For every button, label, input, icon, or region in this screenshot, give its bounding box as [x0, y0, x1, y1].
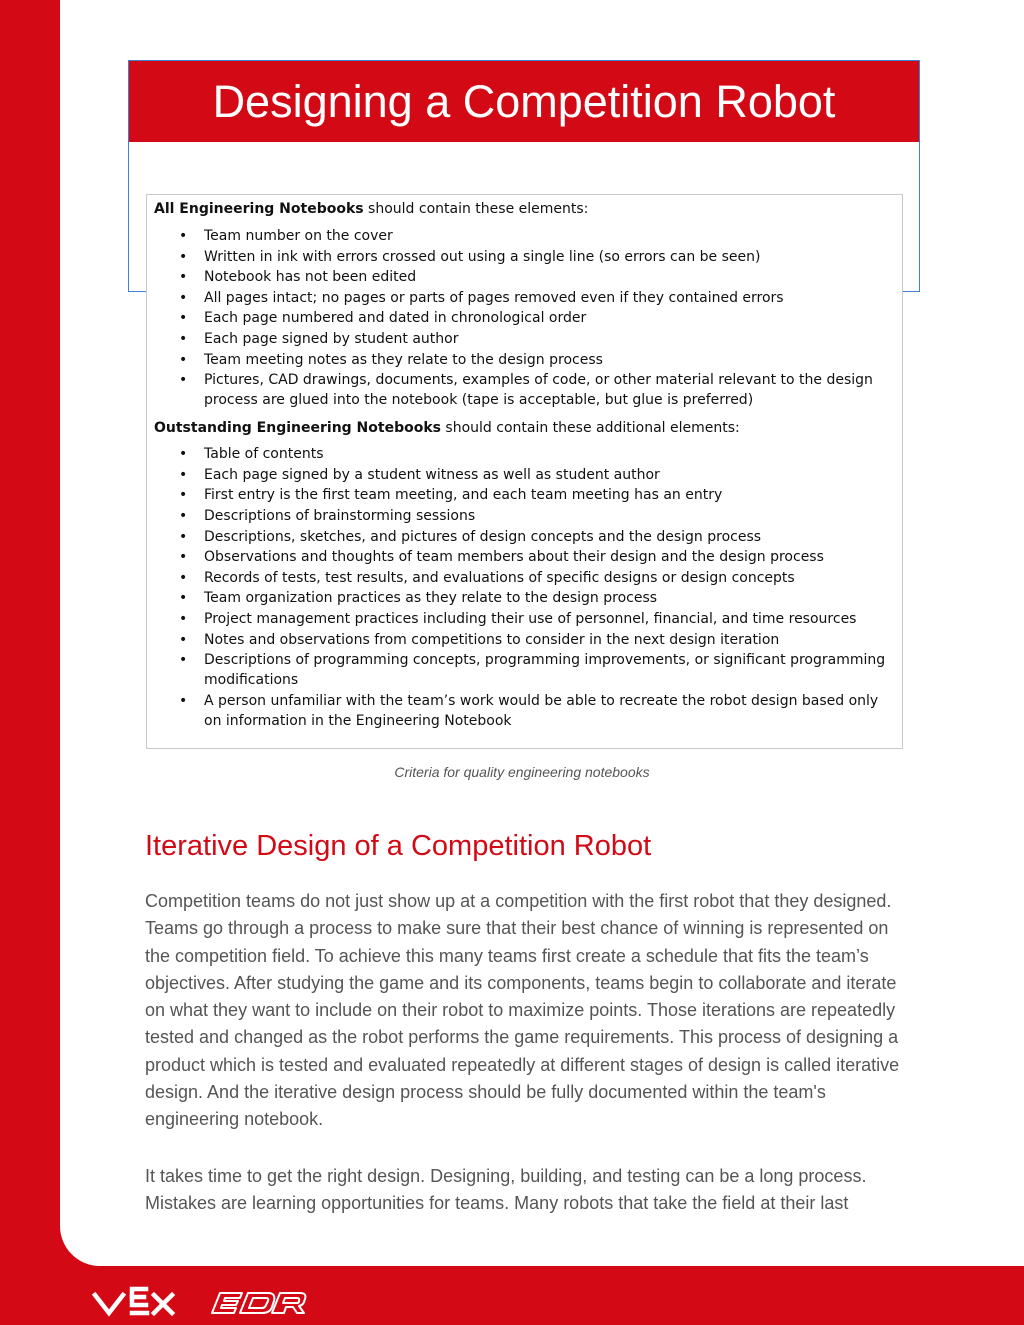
outstanding-notebooks-item: • Records of tests, test results, and evaluations of specific designs or design concepts: [204, 568, 892, 588]
vex-edr-logo: [92, 1283, 332, 1319]
outstanding-notebooks-list: [154, 444, 892, 731]
outstanding-notebooks-item: • Observations and thoughts of team members about their design and the design process: [204, 547, 892, 567]
all-notebooks-heading-rest: should contain these elements:: [363, 201, 589, 217]
all-notebooks-heading-bold: All Engineering Notebooks: [154, 201, 364, 217]
all-notebooks-heading: [154, 200, 892, 218]
outstanding-notebooks-item: • Notes and observations from competitions to consider in the next design iteration: [204, 630, 892, 650]
page: [60, 0, 1024, 1266]
all-notebooks-list: [154, 226, 892, 410]
all-notebooks-item: • Each page numbered and dated in chronological order: [204, 308, 892, 328]
criteria-figure: [146, 194, 903, 749]
paragraph-1: Competition teams do not just show up at a competition with the first robot that they designed. Teams go through a process to make sure that their best chance of winning is represented on the competition field. To achieve this many teams first create a schedule that fits the team’s objectives. After studying the game and its components, teams begin to collaborate and iterate on what they want to include on their robot to maximize points. Those iterations are repeatedly tested and changed as the robot performs the game requirements. This process of designing a product which is tested and evaluated repeatedly at different stages of design is called iterative design. And the iterative design process should be fully documented within the team's engineering notebook.: [145, 891, 900, 1130]
section-title: Iterative Design of a Competition Robot: [145, 830, 652, 862]
outstanding-notebooks-item: • Table of contents: [204, 444, 892, 464]
edr-logo-mark: [212, 1293, 305, 1313]
all-notebooks-item: • Written in ink with errors crossed out using a single line (so errors can be seen): [204, 247, 892, 267]
all-notebooks-item: • Team meeting notes as they relate to the design process: [204, 350, 892, 370]
vex-logo-mark: [95, 1289, 172, 1313]
page-title: Designing a Competition Robot: [212, 75, 836, 127]
figure-caption: Criteria for quality engineering notebooks: [394, 764, 650, 780]
all-notebooks-item: • Team number on the cover: [204, 226, 892, 246]
outstanding-notebooks-heading-bold: Outstanding Engineering Notebooks: [154, 420, 441, 437]
outstanding-notebooks-item: • Project management practices including their use of personnel, financial, and time resources: [204, 609, 892, 629]
outstanding-notebooks-item: • A person unfamiliar with the team’s work would be able to recreate the robot design based only on information in the Engineering Notebook: [204, 691, 892, 731]
all-notebooks-item: • Notebook has not been edited: [204, 267, 892, 287]
paragraph-2: It takes time to get the right design. Designing, building, and testing can be a long process. Mistakes are learning opportunities for teams. Many robots that take the field at their last: [145, 1166, 867, 1214]
outstanding-notebooks-heading: [154, 419, 892, 437]
outstanding-notebooks-item: • Descriptions of brainstorming sessions: [204, 506, 892, 526]
title-bar: [129, 61, 919, 142]
outstanding-notebooks-heading-rest: should contain these additional elements:: [440, 420, 740, 437]
all-notebooks-item: • Pictures, CAD drawings, documents, examples of code, or other material relevant to the design process are glued into the notebook (tape is acceptable, but glue is preferred): [204, 370, 892, 410]
outstanding-notebooks-item: • First entry is the first team meeting, and each team meeting has an entry: [204, 485, 892, 505]
all-notebooks-item: • Each page signed by student author: [204, 329, 892, 349]
outstanding-notebooks-item: • Descriptions, sketches, and pictures of design concepts and the design process: [204, 527, 892, 547]
outstanding-notebooks-item: • Descriptions of programming concepts, programming improvements, or significant programming modifications: [204, 650, 892, 690]
outstanding-notebooks-item: • Team organization practices as they relate to the design process: [204, 588, 892, 608]
outstanding-notebooks-item: • Each page signed by a student witness as well as student author: [204, 465, 892, 485]
all-notebooks-item: • All pages intact; no pages or parts of pages removed even if they contained errors: [204, 288, 892, 308]
